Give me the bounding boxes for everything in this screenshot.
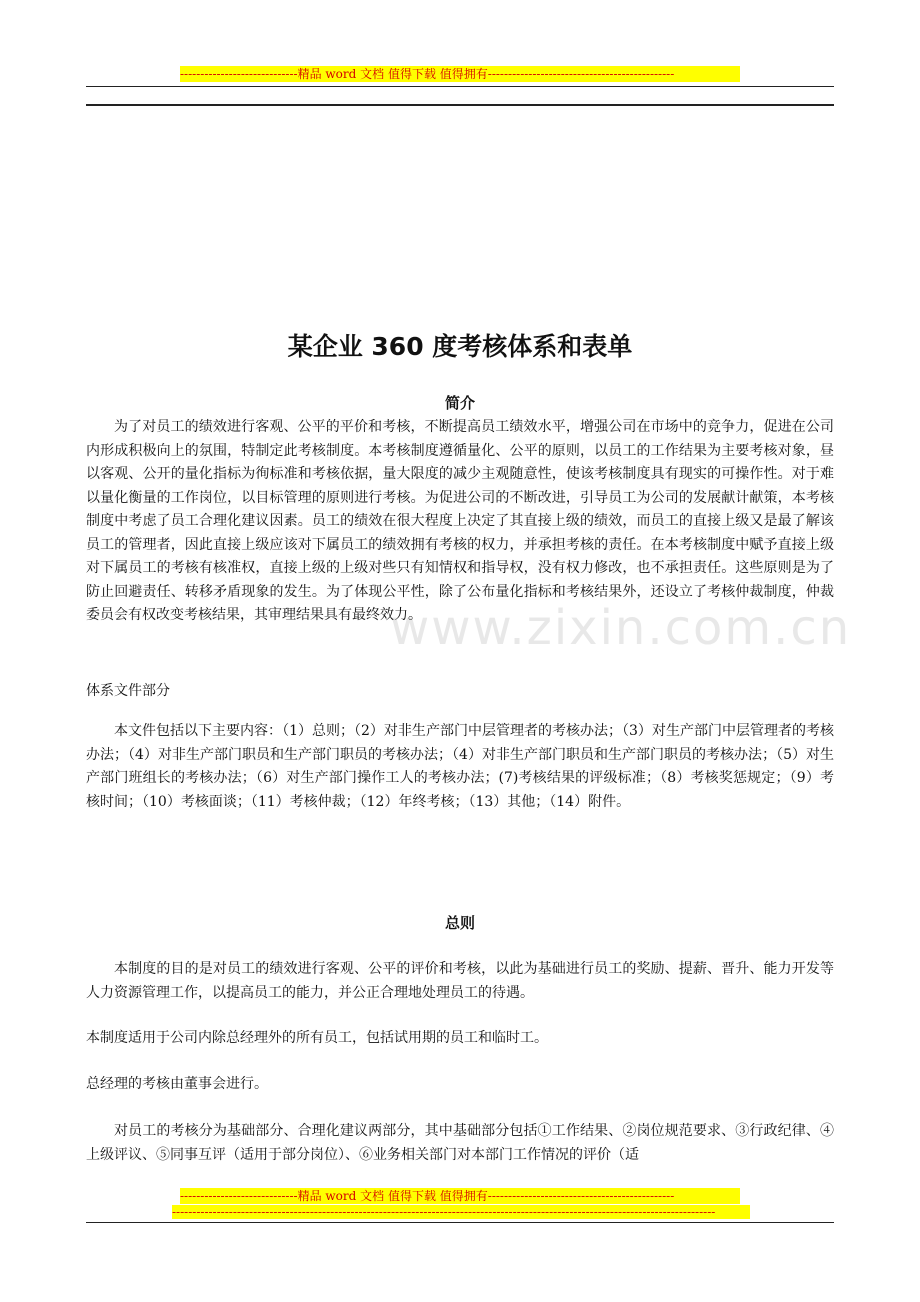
general-heading: 总则 (444, 914, 475, 932)
general-paragraph-gm: 总经理的考核由董事会进行。 (86, 1076, 268, 1092)
general-paragraph-purpose: 本制度的目的是对员工的绩效进行客观、公平的评价和考核，以此为基础进行员工的奖励、提薪、晋升、能力开发等人力资源管理工作，以提高员工的能力，并公正合理地处理员工的待遇。 (86, 961, 834, 1001)
footer-banner: -----------------------------精品 word 文档 值得下载 值得拥有---------------------------------------------- (180, 1188, 740, 1204)
header-rule-thin (86, 86, 834, 87)
system-files-label: 体系文件部分 (86, 683, 170, 699)
intro-heading: 简介 (444, 394, 475, 412)
header-banner: -----------------------------精品 word 文档 值得下载 值得拥有---------------------------------------------- (180, 66, 740, 82)
general-paragraph-structure: 对员工的考核分为基础部分、合理化建议两部分，其中基础部分包括①工作结果、②岗位规范要求、③行政纪律、④上级评议、⑤同事互评（适用于部分岗位）、⑥业务相关部门对本部门工作情况的评价（适 (86, 1123, 834, 1163)
document-title: 某企业 360 度考核体系和表单 (287, 332, 633, 361)
intro-paragraph: 为了对员工的绩效进行客观、公平的平价和考核，不断提高员工绩效水平，增强公司在市场中的竞争力，促进在公司内形成积极向上的氛围，特制定此考核制度。本考核制度遵循量化、公平的原则，以员工的工作结果为主要考核对象，昼以客观、公开的量化指标为徇标准和考核依据，量大限度的减少主观随意性，使该考核制度具有现实的可操作性。对于难以量化衡量的工作岗位，以目标管理的原则进行考核。为促进公司的不断改进，引导员工为公司的发展献计献策，本考核制度中考虑了员工合理化建议因素。员工的绩效在很大程度上决定了其直接上级的绩效，而员工的直接上级又是最了解该员工的管理者，因此直接上级应该对下属员工的绩效拥有考核的权力，并承担考核的责任。在本考核制度中赋予直接上级对下属员工的考核有核准权，直接上级的上级对些只有知情权和指导权，没有权力修改，也不承担责任。这些原则是为了防止回避责任、转移矛盾现象的发生。为了体现公平性，除了公布量化指标和考核结果外，还设立了考核仲裁制度，仲裁委员会有权改变考核结果，其审理结果具有最终效力。 (86, 419, 834, 623)
footer-dashes: -------------------------------------------------------------------------------------------------------------------------------------- (172, 1205, 750, 1219)
contents-paragraph: 本文件包括以下主要内容：（1）总则；（2）对非生产部门中层管理者的考核办法；（3）对生产部门中层管理者的考核办法；（4）对非生产部门职员和生产部门职员的考核办法；（4）对非生产部门职员和生产部门职员的考核办法；（5）对生产部门班组长的考核办法；（6）对生产部门操作工人的考核办法；(7)考核结果的评级标准；（8）考核奖惩规定；（9）考核时间；（10）考核面谈；（11）考核仲裁；（12）年终考核；（13）其他；（14）附件。 (86, 723, 834, 810)
footer-rule (86, 1222, 834, 1223)
header-rule-thick (86, 104, 834, 106)
general-paragraph-scope: 本制度适用于公司内除总经理外的所有员工，包括试用期的员工和临时工。 (86, 1030, 548, 1046)
watermark-text: www.zixin.com.cn (390, 600, 852, 656)
